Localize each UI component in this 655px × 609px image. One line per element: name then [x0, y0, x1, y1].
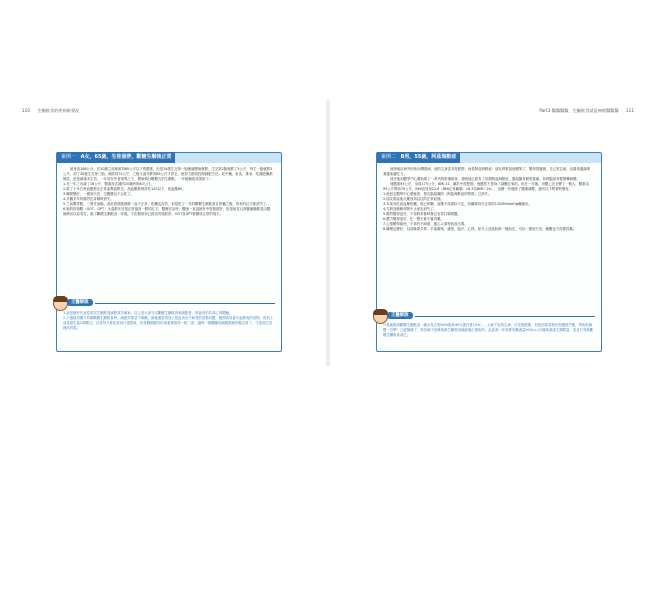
- right-page: [330, 100, 648, 366]
- left-running-title: 生酮飲食的疾病新發況: [37, 108, 80, 113]
- result-item: 1.在一年之內減了18公斤，體重再次減回20歲時的60公斤。: [63, 182, 154, 186]
- result-item: 3.睡眠變好，一覺到天亮，空腹變也不会吃了。: [63, 192, 135, 196]
- result-item: 4.多關多年的腸胃也奇蹟般消失。: [63, 197, 114, 201]
- case-intro-paragraph: 回任他到醫學中心幫助做了一系列的影像檢查，證明他已經有了初期阿茲海默症，腦組織有輕度萎縮，同時腦部有輕微轉病變。: [390, 177, 580, 181]
- left-running-head: [22, 108, 79, 114]
- case-intro: 她身高168公分，在20歲之前都維持60公斤以下的體重，但是24歲生完第一胎後就開始發胖，生完第2胎後胖了5公斤，每生一胎就胖5公斤，到了30歲生完第三胎，就胖到75公斤，之後又逐年胖到85公斤才停止，她努力節食控制減肥方法，吃中藥、針灸、推拿、吃減肥藥都無效，但是絲毫未生效，一年前在作者指導之下，開始執行斷糖式的生酮飲，一年後驗收成果如下：: [63, 167, 273, 181]
- case-body: [383, 167, 593, 232]
- result-item: 5.腸胃變得更好，不再時常都時發泛容易打嗝問題。: [383, 212, 461, 216]
- doctor-explanation: 只要能做到斷糖生酮飲食（碳水化合物50%脂肪40%蛋白質10%），人就不容易生病，可長保健康，但是如果食物比例過度失衡，導致粒線體（引擎）已經損壞了，恐怕就不是單純做生酮飲食就能矯正過來的，此患者一年來都有戴流量500c.c./分鐘氧氣產生器輕量，並且只有做斷糖生酮飲食而已。: [383, 323, 594, 337]
- explain-divider: [415, 316, 595, 317]
- case-number: 案例一: [61, 154, 77, 160]
- case-results: [63, 182, 273, 217]
- case-card-two: [376, 152, 602, 352]
- result-item: 6.她的肝指數（GOT、GPT）永遠都比呈現正常值高一點的紅字，醫療沒洽時，醫師一直說她有中度脂肪肝，但是她並且常腳痛腫脹並由醫師擠出以容易打，做了斷糖生酮飲食一年後，不但脂肪知已經沒有脂肪肝，GOT及GPT都變成正常的現字。: [63, 207, 271, 216]
- result-item: 5.之前腸胃脹，三餐甘油酯、高低密度膽固醇一直不正常，吃藥也沒效，但是吃了一年的斷糖生酮飲食且停藥之後，所有的紅字都消失了。: [63, 202, 270, 206]
- doctor-avatar-icon: [373, 309, 388, 324]
- result-item: 1.他回去醫學中心做檢查，發告腦組織的（阿茲海默症的特徵）已消失。: [383, 192, 492, 196]
- result-item: 6.體力變得更好，忙一整天都不覺得累。: [383, 217, 444, 221]
- result-item: 2.除了十年右時血壓都在正常血壓區附近、高血壓都保持在120以下，低血壓80。: [63, 187, 186, 191]
- explain-point: 1.這是個有代表性的以生酮飲食減肥成功個案，以上是大部分以斷糖生酮飲食來減肥者，都會有的共同心得體驗。: [63, 311, 233, 315]
- doctor-avatar-icon: [53, 296, 68, 311]
- case-intro-paragraph: 他特地由海外回來台灣看病，他的主訴並非是肥胖，而是阿茲海默症：朋友們都說他變笨了，變得很遲頓，自己常忘東，也覺得還滿專業越來越吃力。: [383, 167, 591, 176]
- right-running-head: [539, 108, 634, 114]
- case-results: [383, 192, 593, 232]
- result-item: 7.心情變得愉快，不再有不耐煩、擔心人事等狀況出現。: [383, 222, 468, 226]
- explain-point: 2.不過她初期只有做斷糖生酮飲食時，減肥效果並不明顯，最後還是再加上搭血找出不耐受的食物抗體，避開食用會引起發炎的食物，再加上前量維生素C靜脈注，以及每天都吃黃食行複提氧，把身體細胞內的毒素都排得一乾二淨，讓每一個腫腫的細胞都細布膽正常了，才達到去菜熱的效果。: [63, 316, 274, 330]
- case-title: B男，55歲，阿茲海默症: [400, 154, 457, 160]
- result-item: 3.本來有吃高血壓的藥，現已停藥，血壓不再超标不定，持續維持在正常的120/80mmHg範圍內。: [383, 202, 532, 206]
- right-running-title: Part3 醫醫醫醫，生酮飲食就是神般醫醫醫: [539, 108, 619, 113]
- case-intro-paragraph: 他體重95公斤，身高175公分，BMI 31，屬於中度肥胖，他體然不是Ta了滅數匠來的，但在一年後，卅體上完全變了一個人，體重由95公斤降到70公斤，BMI也回到22.8（BMI正常範圍：18.5至BMI＜24），治療一年後除了體重減輕，還有以下附帶的變化：: [383, 182, 589, 191]
- explain-divider: [95, 303, 275, 304]
- case-card-one: [56, 152, 282, 352]
- explain-points: [63, 311, 275, 331]
- right-page-number: 111: [626, 108, 634, 113]
- case-body: [63, 167, 273, 217]
- case-title: A女，65歲，生娃發胖，斷糖生酮後正常: [80, 154, 172, 160]
- result-item: 8.睡眠也變好，以前晚要多夢，半夜醒來，還悟、盜汗、心悸，如今上述症狀都一掃而光，可以一覺到天亮，睡醒也不再覺得累。: [383, 227, 577, 231]
- left-page-number: 110: [22, 108, 30, 113]
- book-spread: [8, 100, 648, 365]
- case-number: 案例二: [381, 154, 397, 160]
- doctor-says-label: 王醫師說: [387, 312, 413, 319]
- doctor-explanation: [63, 311, 275, 331]
- result-item: 2.朋友都說他反應回到以往的正常狀態。: [383, 197, 444, 201]
- result-item: 4.打鼾及睡眠呼吸中止症也消失了。: [383, 207, 438, 211]
- left-page: [8, 100, 326, 366]
- case-header-tab: [377, 152, 460, 163]
- case-header-tab: [57, 152, 175, 163]
- doctor-says-label: 王醫師說: [67, 299, 93, 306]
